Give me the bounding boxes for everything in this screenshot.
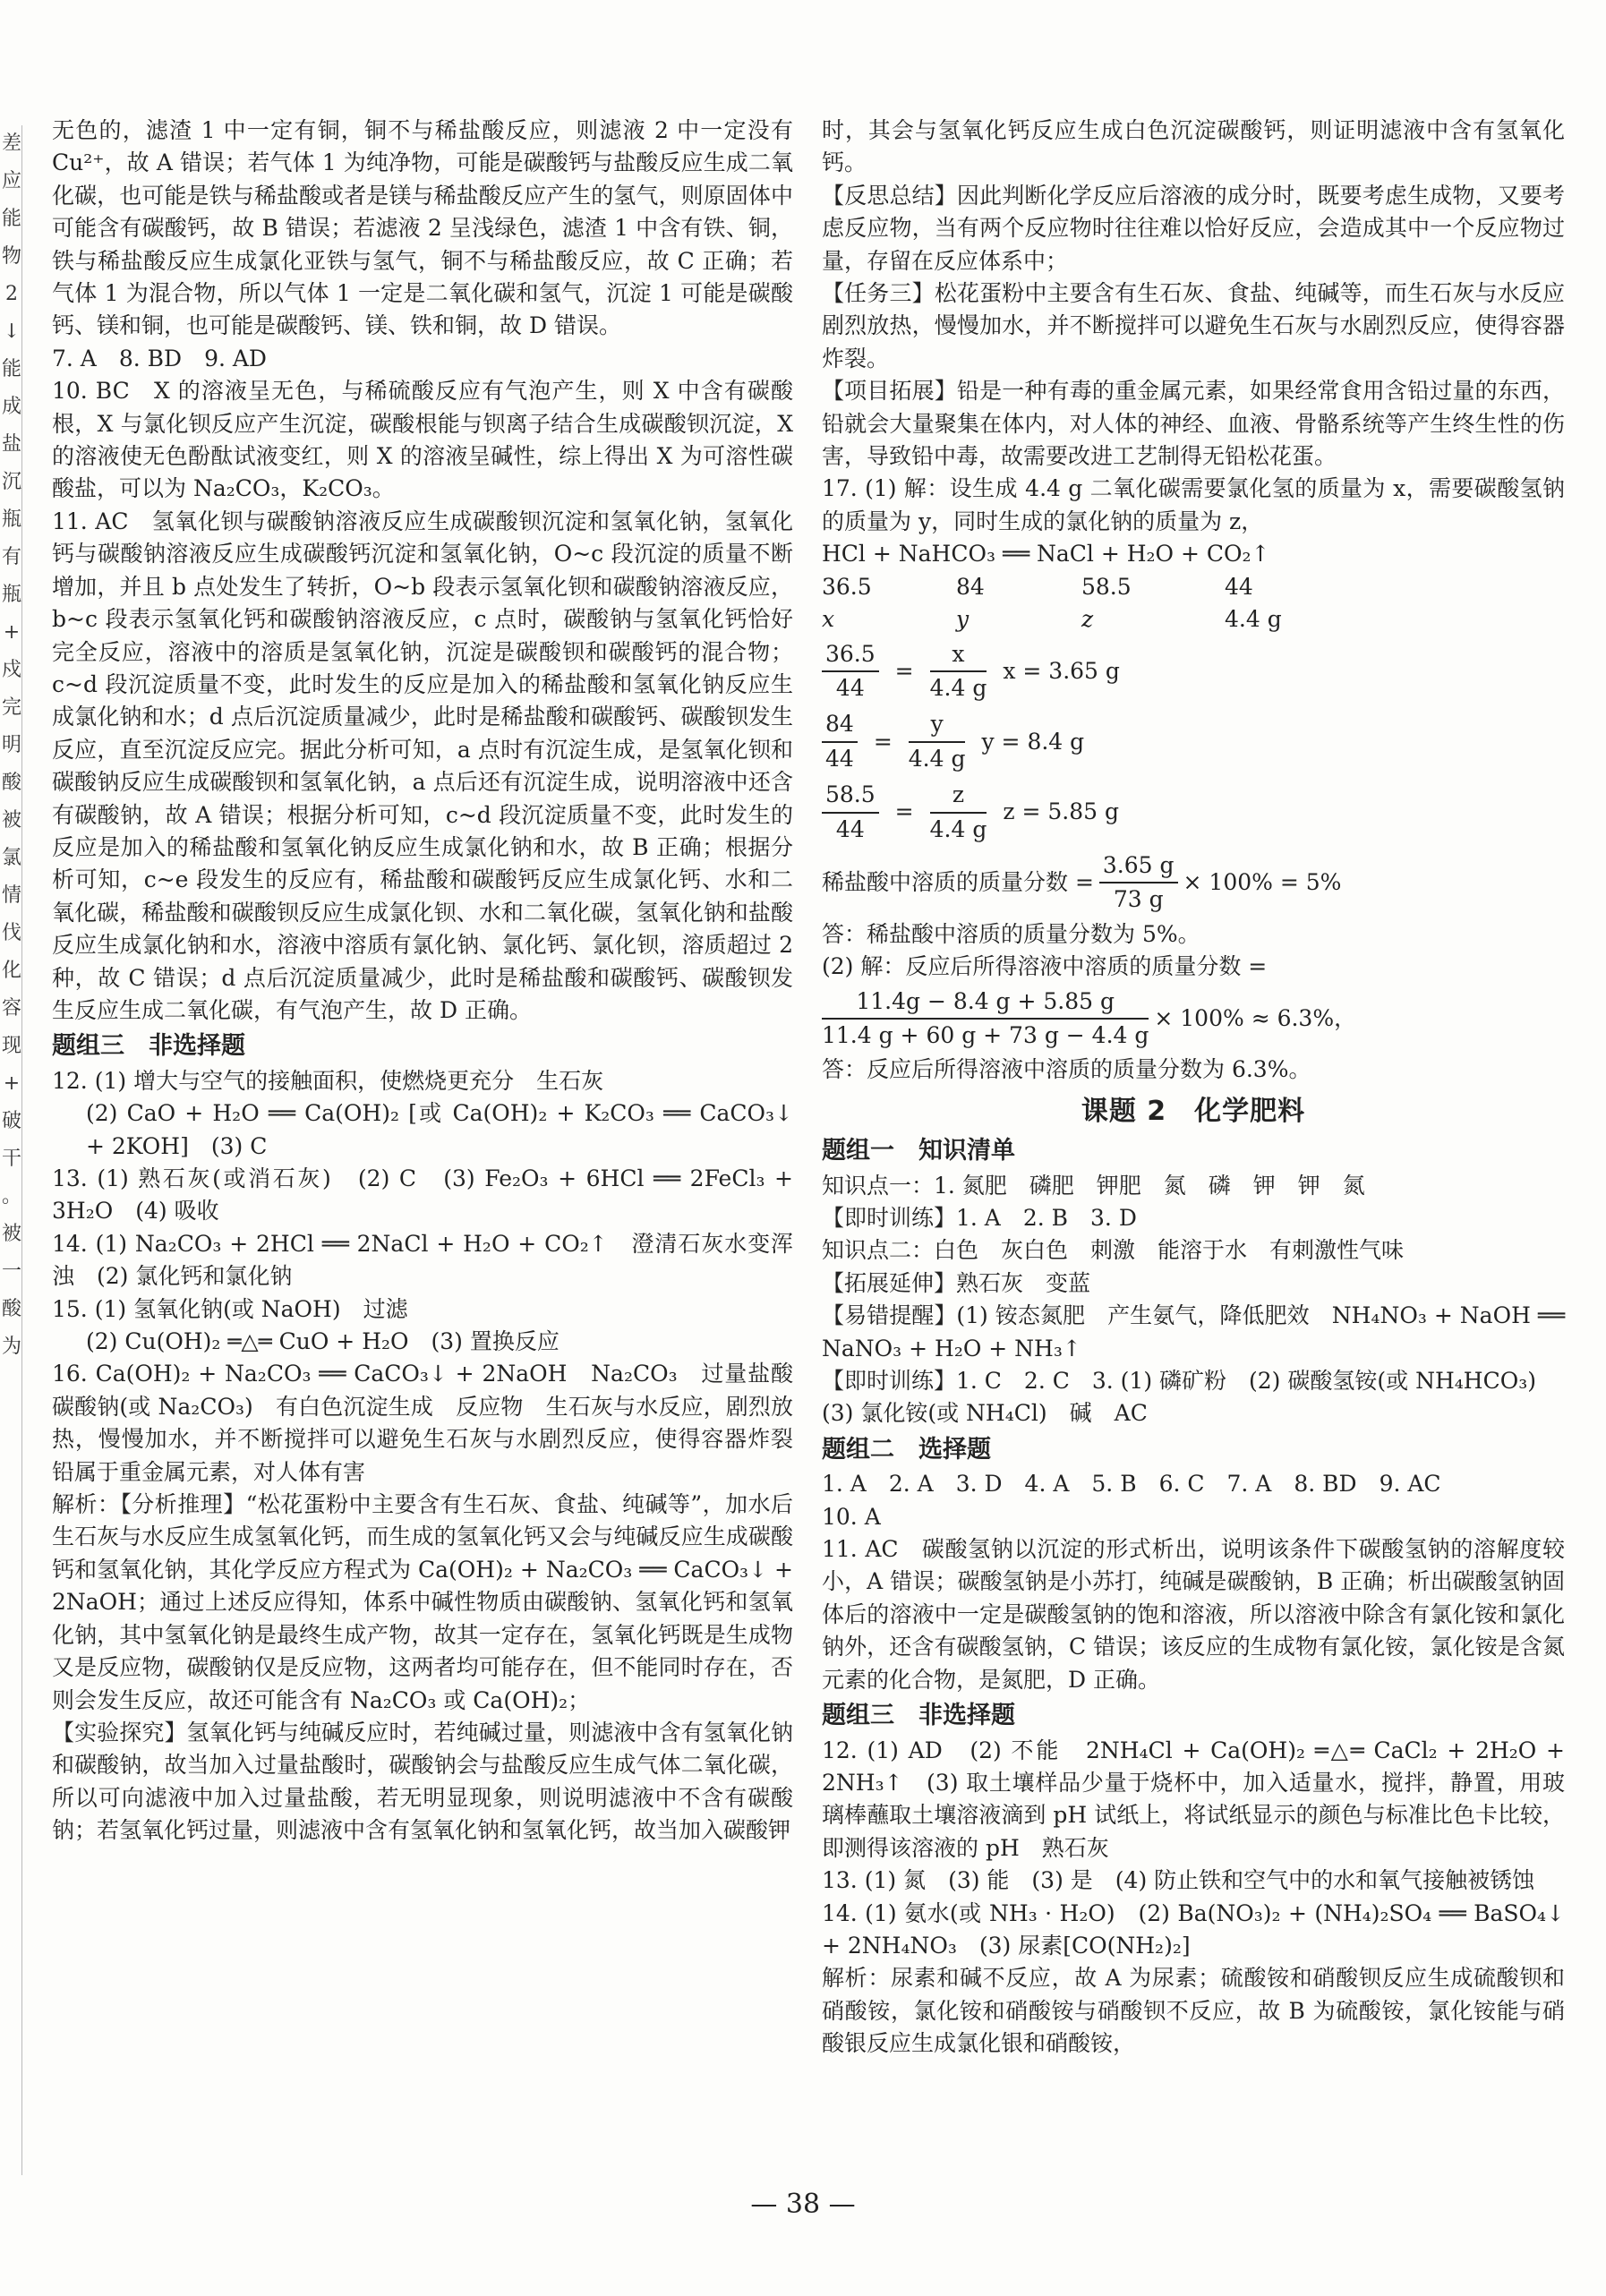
left-column	[52, 115, 816, 1848]
answer-q12-b: (2) CaO + H₂O ══ Ca(OH)₂ [或 Ca(OH)₂ + K₂CO₃ ══ CaCO₃↓ + 2KOH] (3) C	[86, 1100, 793, 1159]
answer-n14: 14. (1) 氨水(或 NH₃ · H₂O) (2) Ba(NO₃)₂ + (NH₄)₂SO₄ ══ BaSO₄↓ + 2NH₄NO₃ (3) 尿素[CO(NH₂)₂]	[822, 1899, 1565, 1959]
proportion-z	[822, 779, 1119, 846]
margin-char: 破	[1, 1110, 21, 1132]
answer-q17-b: (2) 解：反应后所得溶液中溶质的质量分数 =	[822, 953, 1268, 980]
margin-char: 瓶	[1, 508, 21, 531]
proportion-result: x = 3.65 g	[1003, 657, 1120, 684]
proportion-result: z = 5.85 g	[1003, 798, 1119, 825]
margin-char: ↓	[3, 320, 21, 343]
equals-sign: =	[894, 798, 914, 825]
answer-n12: 12. (1) AD (2) 不能 2NH₄Cl + Ca(OH)₂ ═△═ CaCl₂ + 2H₂O + 2NH₃↑ (3) 取土壤样品少量于烧杯中，加入适量水，搅拌，静置，用玻璃棒蘸取土壤溶液滴到 pH 试纸上，将试纸显示的颜色与标准比色卡比较，即测得该溶液的 pH 熟石灰	[822, 1737, 1565, 1861]
margin-char: 应	[1, 170, 21, 192]
answer-statement: 答：反应后所得溶液中溶质的质量分数为 6.3%。	[822, 1056, 1311, 1083]
answer-q15: 15. (1) 氢氧化钠(或 NaOH) 过滤	[52, 1295, 408, 1322]
margin-char: 被	[1, 1223, 21, 1245]
section-heading: 题组三 非选择题	[822, 1702, 1015, 1730]
var-cell: y	[956, 606, 970, 633]
margin-char: 为	[1, 1336, 21, 1358]
mass-cell: 36.5	[822, 573, 872, 600]
knowledge-point: 知识点二：白色 灰白色 刺激 能溶于水 有刺激性气味	[822, 1237, 1405, 1264]
margin-char: 盐	[1, 433, 21, 456]
answer-n13: 13. (1) 氮 (3) 能 (3) 是 (4) 防止铁和空气中的水和氧气接触被锈蚀	[822, 1867, 1535, 1894]
fraction-denominator: 11.4 g + 60 g + 73 g − 4.4 g	[822, 1021, 1149, 1048]
error-reminder: 【易错提醒】(1) 铵态氮肥 产生氨气，降低肥效 NH₄NO₃ + NaOH ══ NaNO₃ + H₂O + NH₃↑	[822, 1302, 1565, 1361]
margin-char: 干	[1, 1148, 21, 1170]
margin-char: 酸	[1, 772, 21, 794]
answer-paragraph: 无色的，滤渣 1 中一定有铜，铜不与稀盐酸反应，则滤液 2 中一定没有 Cu²⁺，故 A 错误；若气体 1 为纯净物，可能是碳酸钙与盐酸反应生成二氧化碳，也可能是铁与稀盐酸或者是镁与稀盐酸反应产生的氢气，则原固体中可能含有碳酸钙，故 B 错误；若滤液 2 呈浅绿色，滤渣 1 中含有铁、铜，铁与稀盐酸反应生成氯化亚铁与氢气，铜不与稀盐酸反应，故 C 正确；若气体 1 为混合物，所以气体 1 一定是二氧化碳和氢气，沉淀 1 可能是碳酸钙、镁和铜，也可能是碳酸钙、镁、铁和铜，故 D 错误。	[52, 117, 793, 339]
answer-q17: 17. (1) 解：设生成 4.4 g 二氧化碳需要氯化氢的质量为 x，需要碳酸氢钠的质量为 y，同时生成的氯化钠的质量为 z，	[822, 475, 1565, 534]
margin-char: 伐	[1, 922, 21, 944]
margin-char: 戍	[1, 659, 21, 681]
project-extension: 【项目拓展】铅是一种有毒的重金属元素，如果经常食用含铅过量的东西，铅就会大量聚集在体内，对人体的神经、血液、骨骼系统等产生终生性的伤害，导致铅中毒，故需要改进工艺制得无铅松花蛋。	[822, 378, 1565, 470]
margin-rule	[21, 125, 22, 2175]
margin-char: 成	[1, 396, 21, 418]
margin-char: 沉	[1, 471, 21, 493]
proportion-y	[822, 708, 1084, 775]
margin-char: 明	[1, 734, 21, 756]
answer-q16: 16. Ca(OH)₂ + Na₂CO₃ ══ CaCO₃↓ + 2NaOH Na₂CO₃ 过量盐酸 碳酸钠(或 Na₂CO₃) 有白色沉淀生成 反应物 生石灰与水反应，剧烈放热，慢慢加水，并不断搅拌可以避免生石灰与水剧烈反应，使得容器炸裂 铅属于重金属元素，对人体有害	[52, 1361, 816, 1485]
mass-fraction-line	[822, 849, 1341, 917]
mass-row	[822, 571, 1565, 603]
solution-fraction-result: × 100% ≈ 6.3%，	[1154, 1004, 1357, 1031]
fraction-denominator: 4.4 g	[929, 674, 987, 701]
variable-row	[822, 603, 1565, 636]
margin-char: 酸	[1, 1298, 21, 1320]
margin-char: 容	[1, 997, 21, 1020]
mass-cell: 58.5	[1081, 573, 1132, 600]
answer-line: 7. A 8. BD 9. AD	[52, 345, 267, 371]
analysis-q16: 解析：【分析推理】“松花蛋粉中主要含有生石灰、食盐、纯碱等”，加水后生石灰与水反应生成氢氧化钙，而生成的氢氧化钙又会与纯碱反应生成碳酸钙和氢氧化钠，其化学反应方程式为 Ca(OH)₂ + Na₂CO₃ ══ CaCO₃↓ + 2NaOH；通过上述反应得知，体系中碱性物质由碳酸钠、氢氧化钙和氢氧化钠，其中氢氧化钠是最终生成产物，故其一定存在，氢氧化钙既是生成物又是反应物，碳酸钠仅是反应物，这两者均可能存在，但不能同时存在，否则会发生反应，故还可能含有 Na₂CO₃ 或 Ca(OH)₂；	[52, 1491, 793, 1713]
section-heading: 题组三 非选择题	[52, 1032, 245, 1061]
section-heading: 题组一 知识清单	[822, 1137, 1015, 1165]
margin-char: 。	[1, 1185, 21, 1208]
explore-q16: 【实验探究】氢氧化钙与纯碱反应时，若纯碱过量，则滤液中含有氢氧化钠和碳酸钠，故当加入过量盐酸时，碳酸钠会与盐酸反应生成气体二氧化碳，所以可向滤液中加入过量盐酸，若无明显现象，则说明滤液中不含有碳酸钠；若氢氧化钙过量，则滤液中含有氢氧化钠和氢氧化钙，故当加入碳酸钾	[52, 1719, 793, 1844]
fraction-numerator: z	[930, 779, 987, 813]
extension-answers: 【拓展延伸】熟石灰 变蓝	[822, 1269, 1091, 1296]
reflection-summary: 【反思总结】因此判断化学反应后溶液的成分时，既要考虑生成物，又要考虑反应物，当有两个反应物时往往难以恰好反应，会造成其中一个反应物过量，存留在反应体系中；	[822, 182, 1565, 274]
margin-char: 瓶	[1, 584, 21, 606]
knowledge-point: 知识点一：1. 氮肥 磷肥 钾肥 氮 磷 钾 钾 氮	[822, 1172, 1365, 1199]
margin-char: +	[3, 621, 21, 644]
analysis-n14: 解析：尿素和碱不反应，故 A 为尿素；硫酸铵和硝酸钡反应生成硫酸钡和硝酸铵，氯化铵和硝酸铵与硝酸钡不反应，故 B 为硫酸铵，氯化铵能与硝酸银反应生成氯化银和硝酸铵，	[822, 1965, 1565, 2057]
var-cell: 4.4 g	[1225, 606, 1282, 633]
fraction-numerator: 11.4g − 8.4 g + 5.85 g	[822, 986, 1149, 1020]
fraction-numerator: 84	[822, 708, 858, 742]
margin-char-list	[0, 125, 23, 1366]
mass-fraction-result: × 100% = 5%	[1183, 869, 1342, 896]
margin-char: 情	[1, 884, 21, 907]
answer-q10: 10. BC X 的溶液呈无色，与稀硫酸反应有气泡产生，则 X 中含有碳酸根，X 与氯化钡反应产生沉淀，碳酸根能与钡离子结合生成碳酸钡沉淀，X 的溶液使无色酚酞试液变红，则 X 的溶液呈碱性，综上得出 X 为可溶性碳酸盐，可以为 Na₂CO₃，K₂CO₃。	[52, 378, 793, 502]
margin-char: 能	[1, 208, 21, 230]
margin-char: 化	[1, 960, 21, 982]
practice-answers-cont: (3) 氯化铵(或 NH₄Cl) 碱 AC	[822, 1400, 1148, 1427]
margin-char: 氯	[1, 847, 21, 869]
margin-char: 物	[1, 245, 21, 268]
answer-continuation: 时，其会与氢氧化钙反应生成白色沉淀碳酸钙，则证明滤液中含有氢氧化钙。	[822, 117, 1565, 176]
page-number: — 38 —	[750, 2189, 856, 2220]
margin-char: 差	[1, 132, 21, 155]
right-column	[822, 115, 1565, 2061]
fraction-numerator: x	[930, 638, 987, 672]
answer-q13: 13. (1) 熟石灰(或消石灰) (2) C (3) Fe₂O₃ + 6HCl ══ 2FeCl₃ + 3H₂O (4) 吸收	[52, 1165, 793, 1225]
choice-answers: 1. A 2. A 3. D 4. A 5. B 6. C 7. A 8. BD 9. AC	[822, 1471, 1441, 1498]
mass-cell: 84	[956, 573, 985, 600]
fraction-denominator: 44	[825, 745, 854, 772]
fraction-numerator: y	[909, 708, 966, 742]
answer-q12: 12. (1) 增大与空气的接触面积，使燃烧更充分 生石灰	[52, 1067, 604, 1094]
fraction-denominator: 4.4 g	[929, 815, 987, 842]
var-cell: x	[822, 606, 835, 633]
margin-char: 现	[1, 1035, 21, 1057]
margin-char: +	[3, 1072, 21, 1095]
practice-answers: 【即时训练】1. C 2. C 3. (1) 磷矿粉 (2) 碳酸氢铵(或 NH₄HCO₃)	[822, 1368, 1536, 1395]
reaction-equation: HCl + NaHCO₃ ══ NaCl + H₂O + CO₂↑	[822, 541, 1270, 568]
fraction-numerator: 3.65 g	[1099, 849, 1178, 883]
margin-char: 一	[1, 1260, 21, 1283]
mass-cell: 44	[1225, 573, 1253, 600]
answer-q14: 14. (1) Na₂CO₃ + 2HCl ══ 2NaCl + H₂O + CO₂↑ 澄清石灰水变浑浊 (2) 氯化钙和氯化钠	[52, 1230, 793, 1290]
margin-char: 完	[1, 696, 21, 719]
equals-sign: =	[894, 657, 914, 684]
task-three: 【任务三】松花蛋粉中主要含有生石灰、食盐、纯碱等，而生石灰与水反应剧烈放热，慢慢加水，并不断搅拌可以避免生石灰与水剧烈反应，使得容器炸裂。	[822, 280, 1565, 371]
solution-fraction-line	[822, 986, 1356, 1053]
fraction-denominator: 44	[835, 815, 865, 842]
answer-q11-fertilizer: 11. AC 碳酸氢钠以沉淀的形式析出，说明该条件下碳酸氢钠的溶解度较小，A 错误；碳酸氢钠是小苏打，纯碱是碳酸钠，B 正确；析出碳酸氢钠固体后的溶液中一定是碳酸氢钠的饱和溶液，所以溶液中除含有氯化铵和氯化钠外，还含有碳酸氢钠，C 错误；该反应的生成物有氯化铵，氯化铵是含氮元素的化合物，是氮肥，D 正确。	[822, 1536, 1565, 1693]
answer-statement: 答：稀盐酸中溶质的质量分数为 5%。	[822, 920, 1200, 947]
choice-answers: 10. A	[822, 1503, 881, 1530]
lesson-title: 课题 2 化学肥料	[1081, 1095, 1306, 1127]
answer-q15-b: (2) Cu(OH)₂ ═△═ CuO + H₂O (3) 置换反应	[86, 1328, 560, 1355]
fraction-denominator: 4.4 g	[908, 745, 966, 772]
section-heading: 题组二 选择题	[822, 1435, 991, 1464]
margin-char: 2	[5, 283, 18, 305]
fraction-denominator: 44	[835, 674, 865, 701]
equals-sign: =	[873, 728, 893, 755]
margin-char: 被	[1, 809, 21, 832]
margin-char: 有	[1, 546, 21, 568]
fraction-denominator: 73 g	[1113, 886, 1164, 913]
proportion-x	[822, 638, 1120, 705]
practice-answers: 【即时训练】1. A 2. B 3. D	[822, 1205, 1137, 1231]
margin-char: 能	[1, 358, 21, 380]
proportion-result: y = 8.4 g	[981, 728, 1085, 755]
left-margin-fragments	[0, 125, 23, 2175]
mass-fraction-label: 稀盐酸中溶质的质量分数 =	[822, 869, 1094, 896]
var-cell: z	[1081, 606, 1094, 633]
fraction-numerator: 58.5	[822, 779, 879, 813]
fraction-numerator: 36.5	[822, 638, 879, 672]
answer-q11: 11. AC 氢氧化钡与碳酸钠溶液反应生成碳酸钡沉淀和氢氧化钠，氢氧化钙与碳酸钠溶液反应生成碳酸钙沉淀和氢氧化钠，O~c 段沉淀的质量不断增加，并且 b 点处发生了转折，O~b 段表示氢氧化钡和碳酸钠溶液反应，b~c 段表示氢氧化钙和碳酸钠溶液反应，c 点时，碳酸钠与氢氧化钙恰好完全反应，溶液中的溶质是氢氧化钠，沉淀是碳酸钡和碳酸钙的混合物；c~d 段沉淀质量不变，此时发生的反应是加入的稀盐酸和氢氧化钠反应生成氯化钠和水；d 点后沉淀质量减少，此时是稀盐酸和碳酸钙、碳酸钡发生反应，直至沉淀反应完。据此分析可知，a 点时有沉淀生成，是氢氧化钡和碳酸钠反应生成碳酸钡和氢氧化钠，a 点后还有沉淀生成，说明溶液中还含有碳酸钠，故 A 错误；根据分析可知，c~d 段沉淀质量不变，此时发生的反应是加入的稀盐酸和氢氧化钠反应生成氯化钠和水，故 B 正确；根据分析可知，c~e 段发生的反应有，稀盐酸和碳酸钙反应生成氯化钙、水和二氧化碳，稀盐酸和碳酸钡反应生成氯化钡、水和二氧化碳，氢氧化钠和盐酸反应生成氯化钠和水，溶液中溶质有氯化钠、氯化钙、氯化钡，溶质超过 2 种，故 C 错误；d 点后沉淀质量减少，此时是稀盐酸和碳酸钙、碳酸钡发生反应生成二氧化碳，有气泡产生，故 D 正确。	[52, 508, 793, 1023]
